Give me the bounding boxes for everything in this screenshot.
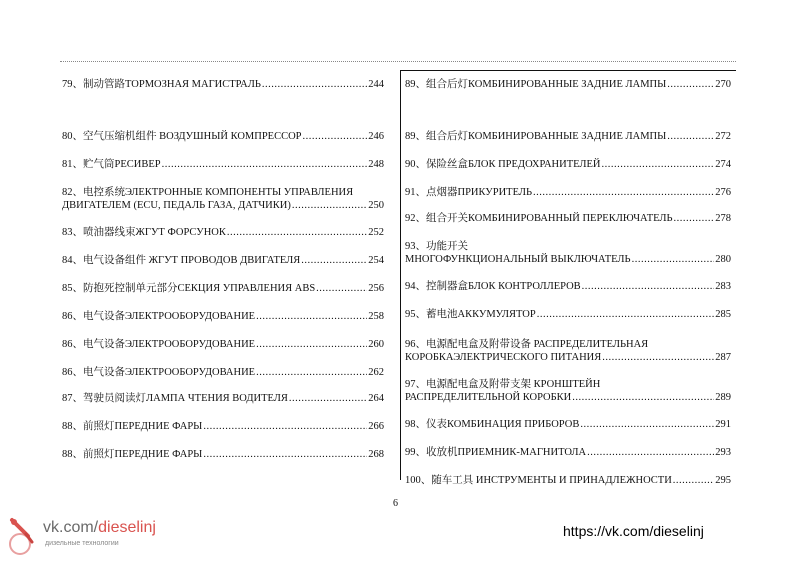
watermark-domain: vk.com/ — [43, 519, 99, 536]
toc-entry-line — [62, 226, 384, 239]
toc-entry-title-line: 97、电源配电盒及附带支架 КРОНШТЕЙН — [405, 379, 601, 390]
toc-entry-title: 99、收放机ПРИЕМНИК-МАГНИТОЛА — [405, 447, 587, 458]
toc-entry — [62, 282, 384, 295]
toc-entry-line — [62, 310, 384, 323]
toc-entry-page: 287 — [715, 352, 731, 363]
toc-entry-title: РАСПРЕДЕЛИТЕЛЬНОЙ КОРОБКИ — [405, 392, 572, 403]
watermark-logo — [6, 514, 206, 559]
toc-entry-line — [62, 282, 384, 295]
toc-entry-line — [405, 446, 731, 459]
toc-entry-title: 84、电气设备组件 ЖГУТ ПРОВОДОВ ДВИГАТЕЛЯ — [62, 255, 301, 266]
toc-leader-dots — [256, 366, 367, 379]
toc-entry — [405, 212, 731, 225]
toc-leader-dots — [262, 78, 367, 91]
toc-entry-title-line: 82、电控系统ЭЛЕКТРОННЫЕ КОМПОНЕНТЫ УПРАВЛЕНИЯ — [62, 187, 354, 198]
toc-entry-title: 81、贮气筒РЕСИВЕР — [62, 159, 161, 170]
top-dotted-rule — [60, 61, 736, 62]
injector-icon — [6, 514, 40, 556]
toc-entry-title: 100、随车工具 ИНСТРУМЕНТЫ И ПРИНАДЛЕЖНОСТИ — [405, 475, 672, 486]
toc-entry-line — [62, 254, 384, 267]
toc-entry-title: 88、前照灯ПЕРЕДНИЕ ФАРЫ — [62, 449, 203, 460]
toc-entry-line — [62, 158, 384, 171]
toc-entry-title: 86、电气设备ЭЛЕКТРООБОРУДОВАНИЕ — [62, 339, 256, 350]
toc-leader-dots — [667, 78, 714, 91]
column-separator — [400, 70, 401, 480]
toc-entry-page: 262 — [368, 367, 384, 378]
toc-leader-dots — [572, 391, 714, 404]
toc-entry-title-line: 93、功能开关 — [405, 241, 468, 252]
toc-entry-page: 295 — [715, 475, 731, 486]
toc-entry-page: 258 — [368, 311, 384, 322]
toc-entry — [62, 78, 384, 91]
toc-entry — [62, 366, 384, 379]
toc-entry-line — [62, 338, 384, 351]
toc-entry — [62, 186, 384, 212]
toc-entry-line — [405, 391, 731, 404]
toc-entry-line — [62, 392, 384, 405]
toc-entry-page: 289 — [715, 392, 731, 403]
toc-entry-page: 260 — [368, 339, 384, 350]
toc-leader-dots — [580, 418, 714, 431]
toc-leader-dots — [533, 186, 714, 199]
toc-entry-title: 91、点烟器ПРИКУРИТЕЛЬ — [405, 187, 532, 198]
toc-entry — [62, 130, 384, 143]
toc-entry-page: 272 — [715, 131, 731, 142]
toc-entry-title: ДВИГАТЕЛЕМ (ECU, ПЕДАЛЬ ГАЗА, ДАТЧИКИ) — [62, 200, 291, 211]
toc-entry — [405, 158, 731, 171]
toc-entry-page: 264 — [368, 393, 384, 404]
toc-entry — [62, 448, 384, 461]
toc-entry-page: 293 — [715, 447, 731, 458]
toc-entry-page: 283 — [715, 281, 731, 292]
toc-entry-page: 266 — [368, 421, 384, 432]
toc-entry-title: 85、防抱死控制单元部分СЕКЦИЯ УПРАВЛЕНИЯ ABS — [62, 283, 316, 294]
toc-leader-dots — [602, 351, 714, 364]
toc-entry-line — [405, 308, 731, 321]
toc-entry-title: 87、驾驶员阅读灯ЛАМПА ЧТЕНИЯ ВОДИТЕЛЯ — [62, 393, 288, 404]
toc-leader-dots — [582, 280, 715, 293]
toc-entry-page: 276 — [715, 187, 731, 198]
toc-leader-dots — [203, 448, 367, 461]
toc-entry — [405, 446, 731, 459]
toc-entry — [405, 378, 731, 404]
toc-entry — [405, 240, 731, 266]
toc-leader-dots — [203, 420, 367, 433]
page-number: 6 — [393, 498, 398, 509]
toc-entry-page: 268 — [368, 449, 384, 460]
toc-entry-line — [405, 130, 731, 143]
toc-entry-title: 90、保险丝盒БЛОК ПРЕДОХРАНИТЕЛЕЙ — [405, 159, 601, 170]
toc-entry-line — [405, 351, 731, 364]
toc-entry — [405, 130, 731, 143]
toc-entry-title: 79、制动管路ТОРМОЗНАЯ МАГИСТРАЛЬ — [62, 79, 261, 90]
toc-entry-line — [62, 448, 384, 461]
toc-leader-dots — [602, 158, 715, 171]
toc-entry-page: 285 — [715, 309, 731, 320]
toc-entry-title: 86、电气设备ЭЛЕКТРООБОРУДОВАНИЕ — [62, 311, 256, 322]
toc-leader-dots — [227, 226, 367, 239]
toc-entry — [405, 418, 731, 431]
toc-entry-title: 89、组合后灯КОМБИНИРОВАННЫЕ ЗАДНИЕ ЛАМПЫ — [405, 79, 667, 90]
toc-leader-dots — [256, 338, 367, 351]
toc-entry-line — [405, 78, 731, 91]
watermark-subtitle: дизельные технологии — [45, 540, 119, 547]
toc-entry-page: 250 — [368, 200, 384, 211]
toc-entry-title-line: 96、电源配电盒及附带设备 РАСПРЕДЕЛИТЕЛЬНАЯ — [405, 339, 649, 350]
toc-entry — [62, 392, 384, 405]
toc-entry-title: 88、前照灯ПЕРЕДНИЕ ФАРЫ — [62, 421, 203, 432]
toc-entry-title: КОРОБКАЭЛЕКТРИЧЕСКОГО ПИТАНИЯ — [405, 352, 602, 363]
toc-leader-dots — [289, 392, 367, 405]
toc-entry-title: 98、仪表КОМБИНАЦИЯ ПРИБОРОВ — [405, 419, 580, 430]
toc-entry — [405, 78, 731, 91]
toc-entry-page: 270 — [715, 79, 731, 90]
toc-entry-page: 246 — [368, 131, 384, 142]
toc-entry — [62, 310, 384, 323]
toc-entry — [62, 226, 384, 239]
toc-leader-dots — [316, 282, 367, 295]
source-url: https://vk.com/dieselinj — [563, 523, 704, 539]
toc-entry-line — [62, 420, 384, 433]
toc-entry — [405, 280, 731, 293]
toc-entry — [405, 308, 731, 321]
toc-entry — [405, 338, 731, 364]
toc-entry — [62, 254, 384, 267]
toc-entry-line — [62, 130, 384, 143]
toc-entry-page: 252 — [368, 227, 384, 238]
toc-leader-dots — [301, 254, 367, 267]
toc-entry-line — [405, 418, 731, 431]
toc-entry-line — [62, 78, 384, 91]
toc-entry-page: 254 — [368, 255, 384, 266]
toc-leader-dots — [632, 253, 715, 266]
toc-entry-page: 291 — [715, 419, 731, 430]
toc-entry-line — [405, 280, 731, 293]
right-column-top-rule — [401, 70, 736, 71]
toc-entry-page: 256 — [368, 283, 384, 294]
toc-entry-line — [405, 212, 731, 225]
toc-entry-title: 86、电气设备ЭЛЕКТРООБОРУДОВАНИЕ — [62, 367, 256, 378]
toc-entry — [62, 420, 384, 433]
toc-leader-dots — [162, 158, 368, 171]
toc-leader-dots — [303, 130, 368, 143]
watermark-text — [43, 519, 156, 537]
toc-leader-dots — [292, 199, 367, 212]
watermark-accent: dieselinj — [98, 519, 156, 536]
toc-leader-dots — [674, 212, 715, 225]
toc-entry-title: 92、组合开关КОМБИНИРОВАННЫЙ ПЕРЕКЛЮЧАТЕЛЬ — [405, 213, 673, 224]
toc-entry-title: 94、控制器盒БЛОК КОНТРОЛЛЕРОВ — [405, 281, 581, 292]
toc-leader-dots — [667, 130, 714, 143]
toc-entry-title: 95、蓄电池АККУМУЛЯТОР — [405, 309, 536, 320]
toc-entry-line — [405, 474, 731, 487]
toc-entry-page: 278 — [715, 213, 731, 224]
toc-entry-title: МНОГОФУНКЦИОНАЛЬНЫЙ ВЫКЛЮЧАТЕЛЬ — [405, 254, 631, 265]
toc-leader-dots — [256, 310, 367, 323]
toc-entry — [405, 474, 731, 487]
toc-leader-dots — [587, 446, 714, 459]
toc-entry-title: 83、喷油器线束ЖГУТ ФОРСУНОК — [62, 227, 226, 238]
toc-entry-title: 89、组合后灯КОМБИНИРОВАННЫЕ ЗАДНИЕ ЛАМПЫ — [405, 131, 667, 142]
toc-entry-page: 244 — [368, 79, 384, 90]
toc-entry-page: 248 — [368, 159, 384, 170]
toc-entry — [62, 338, 384, 351]
toc-entry-line — [405, 253, 731, 266]
toc-entry-page: 280 — [715, 254, 731, 265]
toc-entry-line — [62, 366, 384, 379]
toc-entry-line — [62, 199, 384, 212]
toc-entry-page: 274 — [715, 159, 731, 170]
toc-entry-line — [405, 158, 731, 171]
toc-entry-title: 80、空气压缩机组件 ВОЗДУШНЫЙ КОМПРЕССОР — [62, 131, 302, 142]
toc-entry — [62, 158, 384, 171]
toc-entry — [405, 186, 731, 199]
toc-leader-dots — [673, 474, 714, 487]
toc-entry-line — [405, 186, 731, 199]
toc-leader-dots — [537, 308, 715, 321]
